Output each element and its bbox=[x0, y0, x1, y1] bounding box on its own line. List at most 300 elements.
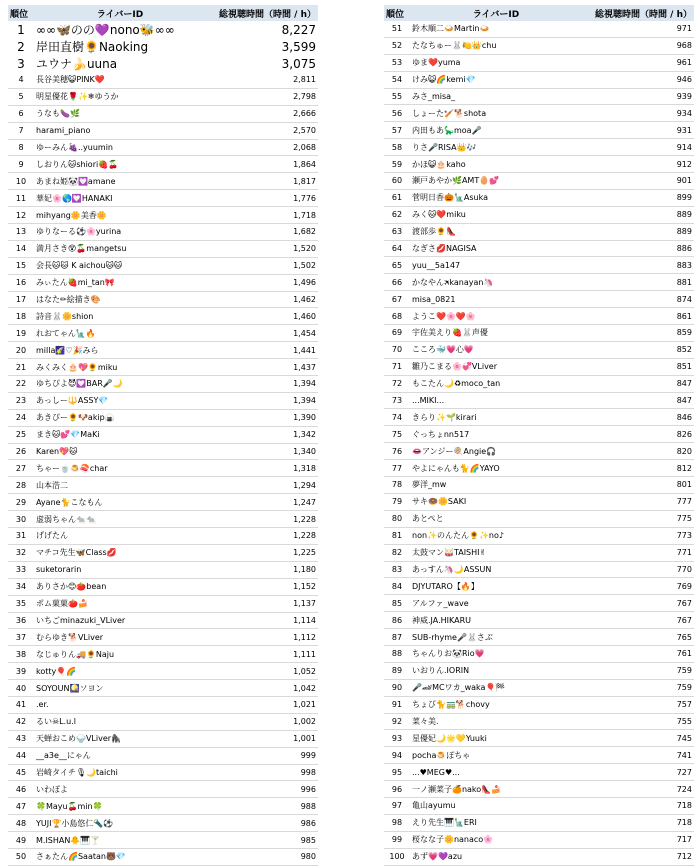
hours-cell: 820 bbox=[582, 443, 694, 460]
hours-cell: 986 bbox=[206, 815, 318, 832]
table-row bbox=[384, 848, 694, 865]
table-row bbox=[8, 848, 318, 865]
hours-cell: 980 bbox=[206, 848, 318, 865]
table-row bbox=[8, 190, 318, 207]
rank-cell: 48 bbox=[8, 815, 34, 832]
liver-id-cell: 山本浩二 bbox=[34, 477, 206, 494]
hours-cell: 3,599 bbox=[281, 39, 316, 54]
hours-cell: 759 bbox=[582, 679, 694, 696]
table-row bbox=[8, 832, 318, 849]
liver-id-cell: あとぺと bbox=[410, 510, 582, 527]
rank-cell: 19 bbox=[8, 325, 34, 342]
rank-cell: 83 bbox=[384, 561, 410, 578]
table-row bbox=[384, 730, 694, 747]
rank-cell: 52 bbox=[384, 37, 410, 54]
table-row bbox=[384, 713, 694, 730]
rank-cell: 12 bbox=[8, 207, 34, 224]
rank-cell: 80 bbox=[384, 510, 410, 527]
hours-cell: 861 bbox=[582, 308, 694, 325]
table-header-row bbox=[384, 5, 694, 21]
liver-id-cell: 🎤🏎MCワカ_waka🎈🏁 bbox=[410, 679, 582, 696]
liver-id-cell: 内田もあ🦕moa🎤 bbox=[410, 122, 582, 139]
hours-cell: 2,798 bbox=[206, 88, 318, 105]
table-row bbox=[384, 325, 694, 342]
rank-cell: 73 bbox=[384, 392, 410, 409]
table-row bbox=[8, 511, 318, 528]
liver-id-cell: まき🐱💕💎MaKi bbox=[34, 426, 206, 443]
rank-cell: 21 bbox=[8, 359, 34, 376]
rank-cell: 99 bbox=[384, 831, 410, 848]
rank-cell: 57 bbox=[384, 122, 410, 139]
table-row bbox=[384, 645, 694, 662]
table-row bbox=[8, 781, 318, 798]
liver-id-cell: マチコ先生🦋Class💋 bbox=[34, 544, 206, 561]
liver-id-cell: 桜なな子🌼nanaco🌸 bbox=[410, 831, 582, 848]
hours-cell: 1,817 bbox=[206, 173, 318, 190]
hours-cell: 1,520 bbox=[206, 240, 318, 257]
table-row bbox=[384, 291, 694, 308]
liver-id-cell: ゆちぴよ😈💟BAR🎤🌙 bbox=[34, 376, 206, 393]
hours-cell: 2,068 bbox=[206, 139, 318, 156]
hours-cell: 1,454 bbox=[206, 325, 318, 342]
rank-cell: 76 bbox=[384, 443, 410, 460]
rank-cell: 20 bbox=[8, 342, 34, 359]
rank-cell: 35 bbox=[8, 595, 34, 612]
hours-cell: 999 bbox=[206, 747, 318, 764]
table-row bbox=[8, 342, 318, 359]
rank-cell: 60 bbox=[384, 173, 410, 190]
liver-id-header: ライバーID bbox=[34, 5, 206, 21]
ranking-column-left bbox=[8, 5, 318, 866]
table-row bbox=[384, 747, 694, 764]
rank-cell: 97 bbox=[384, 797, 410, 814]
rank-cell: 42 bbox=[8, 713, 34, 730]
liver-id-cell: なじゅりん🚚🌻Naju bbox=[34, 646, 206, 663]
table-row bbox=[384, 341, 694, 358]
table-row bbox=[8, 747, 318, 764]
table-row bbox=[8, 359, 318, 376]
liver-id-cell: はなた✏絵描き🎨 bbox=[34, 291, 206, 308]
hours-cell: 1,441 bbox=[206, 342, 318, 359]
rank-cell: 89 bbox=[384, 662, 410, 679]
rank-cell: 53 bbox=[384, 54, 410, 71]
hours-cell: 1,112 bbox=[206, 629, 318, 646]
table-row bbox=[384, 814, 694, 831]
liver-id-cell: kotty🎈🌈 bbox=[34, 663, 206, 680]
liver-id-cell: M.ISHAN🐥🎹🍸 bbox=[34, 832, 206, 849]
table-row bbox=[8, 88, 318, 105]
rank-cell: 32 bbox=[8, 544, 34, 561]
table-row bbox=[8, 460, 318, 477]
rank-cell: 37 bbox=[8, 629, 34, 646]
liver-id-cell: いわぽよ bbox=[34, 781, 206, 798]
rank-cell: 1 bbox=[17, 22, 25, 37]
hours-cell: 727 bbox=[582, 764, 694, 781]
liver-id-cell: 渡部歩🌻👠 bbox=[410, 223, 582, 240]
liver-id-cell: mihyang🌼美香🌼 bbox=[34, 207, 206, 224]
liver-id-cell: harami_piano bbox=[34, 122, 206, 139]
hours-cell: 771 bbox=[582, 544, 694, 561]
table-row bbox=[384, 139, 694, 156]
hours-cell: 724 bbox=[582, 781, 694, 798]
liver-id-cell: ...MIKI... bbox=[410, 392, 582, 409]
rank-cell: 74 bbox=[384, 409, 410, 426]
hours-cell: 847 bbox=[582, 375, 694, 392]
hours-cell: 1,318 bbox=[206, 460, 318, 477]
rank-cell: 26 bbox=[8, 443, 34, 460]
table-row bbox=[384, 629, 694, 646]
table-row bbox=[8, 21, 318, 38]
table-row bbox=[8, 156, 318, 173]
hours-cell: 899 bbox=[582, 189, 694, 206]
table-row bbox=[384, 308, 694, 325]
table-row bbox=[8, 122, 318, 139]
liver-id-cell: 神威.JA.HIKARU bbox=[410, 612, 582, 629]
table-row bbox=[8, 663, 318, 680]
rank-cell: 31 bbox=[8, 528, 34, 545]
hours-cell: 717 bbox=[582, 831, 694, 848]
hours-cell: 859 bbox=[582, 325, 694, 342]
table-row bbox=[8, 494, 318, 511]
liver-id-cell: pocha🍮ぽちゃ bbox=[410, 747, 582, 764]
table-row bbox=[384, 477, 694, 494]
liver-id-cell: 明星優花🌹✨❄ゆうか bbox=[34, 88, 206, 105]
rank-cell: 90 bbox=[384, 679, 410, 696]
hours-cell: 1,228 bbox=[206, 511, 318, 528]
liver-id-cell: るい☠L.u.l bbox=[34, 713, 206, 730]
table-row bbox=[384, 409, 694, 426]
liver-id-cell: milla🌠♡🎉みら bbox=[34, 342, 206, 359]
rank-cell: 71 bbox=[384, 358, 410, 375]
hours-cell: 718 bbox=[582, 814, 694, 831]
liver-id-cell: いおりん.IORIN bbox=[410, 662, 582, 679]
liver-id-cell: suketorarin bbox=[34, 561, 206, 578]
table-row bbox=[8, 207, 318, 224]
hours-cell: 901 bbox=[582, 173, 694, 190]
liver-id-cell: 星優妃🌙🌟💛Yuuki bbox=[410, 730, 582, 747]
liver-id-cell: 👄アンジー🍭Angie🎧 bbox=[410, 443, 582, 460]
liver-id-cell: 瀬戸あやか🌿AMT🥚💕 bbox=[410, 173, 582, 190]
hours-cell: 765 bbox=[582, 629, 694, 646]
table-row bbox=[8, 730, 318, 747]
hours-cell: 883 bbox=[582, 257, 694, 274]
liver-id-cell: ∞∞🦋のの💜nono🐝∞∞ bbox=[36, 23, 175, 37]
liver-id-cell: みくみく🎂💖🌻miku bbox=[34, 359, 206, 376]
rank-cell: 14 bbox=[8, 240, 34, 257]
table-row bbox=[384, 88, 694, 105]
liver-id-cell: きらり✨🌱kirari bbox=[410, 409, 582, 426]
table-row bbox=[8, 696, 318, 713]
hours-cell: 1,042 bbox=[206, 680, 318, 697]
table-row bbox=[8, 291, 318, 308]
liver-id-cell: SOYOUN🎑ソヨン bbox=[34, 680, 206, 697]
table-row bbox=[384, 510, 694, 527]
liver-id-cell: 詩音🐰🌼shion bbox=[34, 308, 206, 325]
hours-cell: 1,682 bbox=[206, 224, 318, 241]
liver-id-cell: ポム菓菓🍅🍰 bbox=[34, 595, 206, 612]
hours-cell: 946 bbox=[582, 71, 694, 88]
liver-id-cell: やよにゃんも🐈🌈YAYO bbox=[410, 460, 582, 477]
table-row bbox=[8, 257, 318, 274]
table-row bbox=[384, 392, 694, 409]
rank-cell: 10 bbox=[8, 173, 34, 190]
rank-cell: 65 bbox=[384, 257, 410, 274]
table-header-row bbox=[8, 5, 318, 21]
liver-id-cell: ぐっちょnn517 bbox=[410, 426, 582, 443]
hours-cell: 988 bbox=[206, 798, 318, 815]
liver-id-cell: 虚弱ちゃん🐀🐀 bbox=[34, 511, 206, 528]
table-row bbox=[8, 224, 318, 241]
hours-cell: 8,227 bbox=[281, 22, 316, 37]
rank-cell: 61 bbox=[384, 189, 410, 206]
rank-cell: 44 bbox=[8, 747, 34, 764]
hours-cell: 1,460 bbox=[206, 308, 318, 325]
hours-header: 総視聴時間（時間 / h） bbox=[582, 5, 694, 21]
hours-cell: 1,394 bbox=[206, 392, 318, 409]
liver-id-cell: あまね姫🐼💟amane bbox=[34, 173, 206, 190]
table-row bbox=[384, 797, 694, 814]
rank-cell: 88 bbox=[384, 645, 410, 662]
rank-cell: 78 bbox=[384, 477, 410, 494]
hours-cell: 881 bbox=[582, 274, 694, 291]
hours-cell: 761 bbox=[582, 645, 694, 662]
rank-cell: 79 bbox=[384, 493, 410, 510]
table-row bbox=[8, 392, 318, 409]
liver-id-cell: YUJI🏆小島悠仁🔦⚽ bbox=[34, 815, 206, 832]
liver-id-cell: あっしー🔱ASSY💎 bbox=[34, 392, 206, 409]
liver-id-cell: れおてゃん🗽🔥 bbox=[34, 325, 206, 342]
table-row bbox=[8, 629, 318, 646]
liver-id-header: ライバーID bbox=[410, 5, 582, 21]
table-row bbox=[8, 646, 318, 663]
rank-cell: 69 bbox=[384, 325, 410, 342]
rank-cell: 39 bbox=[8, 663, 34, 680]
rank-cell: 56 bbox=[384, 105, 410, 122]
liver-id-cell: 鈴木順二🍛Martin🍛 bbox=[410, 21, 582, 37]
liver-id-cell: しょーた🏏🐕shota bbox=[410, 105, 582, 122]
table-row bbox=[384, 578, 694, 595]
table-row bbox=[384, 831, 694, 848]
table-row bbox=[8, 764, 318, 781]
liver-id-cell: 満月さき😵🍒mangetsu bbox=[34, 240, 206, 257]
hours-cell: 767 bbox=[582, 612, 694, 629]
liver-id-cell: 天蝉おこめ🍚VLiver🦍 bbox=[34, 730, 206, 747]
rank-cell: 95 bbox=[384, 764, 410, 781]
table-row bbox=[384, 21, 694, 37]
liver-id-cell: 夢洋_mw bbox=[410, 477, 582, 494]
table-row bbox=[8, 595, 318, 612]
rank-cell: 15 bbox=[8, 257, 34, 274]
table-row bbox=[8, 426, 318, 443]
table-row bbox=[8, 477, 318, 494]
liver-id-cell: ちょび🐈🚃🐕chovy bbox=[410, 696, 582, 713]
hours-cell: 1,718 bbox=[206, 207, 318, 224]
liver-id-cell: 🍀Mayu🍒min🍀 bbox=[34, 798, 206, 815]
liver-id-cell: 長谷美穂😺PINK❤️ bbox=[34, 72, 206, 88]
hours-cell: 1,496 bbox=[206, 274, 318, 291]
rank-cell: 58 bbox=[384, 139, 410, 156]
table-row bbox=[8, 443, 318, 460]
hours-cell: 2,811 bbox=[206, 72, 318, 88]
liver-id-cell: もこたん🌙♻moco_tan bbox=[410, 375, 582, 392]
table-row bbox=[384, 544, 694, 561]
table-row bbox=[384, 54, 694, 71]
table-row bbox=[384, 662, 694, 679]
table-row bbox=[384, 105, 694, 122]
rank-cell: 27 bbox=[8, 460, 34, 477]
hours-cell: 846 bbox=[582, 409, 694, 426]
rank-cell: 11 bbox=[8, 190, 34, 207]
table-row bbox=[384, 493, 694, 510]
table-row bbox=[384, 189, 694, 206]
table-row bbox=[384, 223, 694, 240]
liver-id-cell: あず💗💜azu bbox=[410, 848, 582, 865]
rank-cell: 68 bbox=[384, 308, 410, 325]
hours-cell: 968 bbox=[582, 37, 694, 54]
hours-cell: 1,437 bbox=[206, 359, 318, 376]
hours-cell: 1,502 bbox=[206, 257, 318, 274]
rank-cell: 24 bbox=[8, 409, 34, 426]
liver-id-cell: 雛乃こまる🌸💞VLiver bbox=[410, 358, 582, 375]
rank-cell: 72 bbox=[384, 375, 410, 392]
table-row bbox=[8, 578, 318, 595]
table-row bbox=[384, 240, 694, 257]
liver-id-cell: 一ノ瀬菜子🍊nako👠🍰 bbox=[410, 781, 582, 798]
hours-cell: 931 bbox=[582, 122, 694, 139]
rank-cell: 62 bbox=[384, 206, 410, 223]
rank-cell: 46 bbox=[8, 781, 34, 798]
hours-cell: 939 bbox=[582, 88, 694, 105]
rank-cell: 59 bbox=[384, 156, 410, 173]
rank-cell: 36 bbox=[8, 612, 34, 629]
hours-cell: 1,247 bbox=[206, 494, 318, 511]
rank-cell: 81 bbox=[384, 527, 410, 544]
ranking-table-left bbox=[8, 5, 318, 866]
hours-cell: 1,001 bbox=[206, 730, 318, 747]
hours-cell: 1,864 bbox=[206, 156, 318, 173]
hours-cell: 889 bbox=[582, 223, 694, 240]
hours-cell: 775 bbox=[582, 510, 694, 527]
hours-cell: 1,294 bbox=[206, 477, 318, 494]
rank-cell: 84 bbox=[384, 578, 410, 595]
table-row bbox=[384, 443, 694, 460]
liver-id-cell: うなも🍆🌿 bbox=[34, 105, 206, 122]
table-row bbox=[384, 426, 694, 443]
table-row bbox=[8, 240, 318, 257]
hours-cell: 1,340 bbox=[206, 443, 318, 460]
liver-id-cell: ようこ❤️🌸❤️🌸 bbox=[410, 308, 582, 325]
hours-cell: 914 bbox=[582, 139, 694, 156]
hours-cell: 2,666 bbox=[206, 105, 318, 122]
liver-id-cell: いちごminazuki_VLiver bbox=[34, 612, 206, 629]
liver-id-cell: ゆーみん🍇..yuumin bbox=[34, 139, 206, 156]
rank-cell: 33 bbox=[8, 561, 34, 578]
rank-cell: 3 bbox=[17, 56, 25, 71]
rank-cell: 30 bbox=[8, 511, 34, 528]
liver-id-cell: しおりん🐱shiori🍓🍒 bbox=[34, 156, 206, 173]
liver-id-cell: サキ🍩🌼SAKI bbox=[410, 493, 582, 510]
liver-id-cell: あきぴー🌻🐶akip🍙 bbox=[34, 409, 206, 426]
rank-cell: 67 bbox=[384, 291, 410, 308]
liver-id-cell: 華妃🌸🌎💟HANAKI bbox=[34, 190, 206, 207]
hours-cell: 712 bbox=[582, 848, 694, 865]
hours-cell: 971 bbox=[582, 21, 694, 37]
hours-cell: 1,052 bbox=[206, 663, 318, 680]
hours-cell: 1,180 bbox=[206, 561, 318, 578]
liver-id-cell: Karen💖🐱 bbox=[34, 443, 206, 460]
hours-cell: 718 bbox=[582, 797, 694, 814]
ranking-column-right bbox=[384, 5, 694, 866]
liver-id-cell: 太鼓マン🥁TAISHI✌ bbox=[410, 544, 582, 561]
table-row bbox=[384, 679, 694, 696]
liver-id-cell: ...♥MEG♥... bbox=[410, 764, 582, 781]
hours-cell: 812 bbox=[582, 460, 694, 477]
rank-cell: 54 bbox=[384, 71, 410, 88]
rank-cell: 49 bbox=[8, 832, 34, 849]
rank-cell: 29 bbox=[8, 494, 34, 511]
hours-cell: 1,228 bbox=[206, 528, 318, 545]
hours-cell: 874 bbox=[582, 291, 694, 308]
table-row bbox=[384, 257, 694, 274]
liver-id-cell: あっすん🦄🌙ASSUN bbox=[410, 561, 582, 578]
liver-id-cell: こころ🐳💗心💗 bbox=[410, 341, 582, 358]
table-row bbox=[8, 528, 318, 545]
rank-cell: 50 bbox=[8, 848, 34, 865]
hours-cell: 801 bbox=[582, 477, 694, 494]
table-row bbox=[8, 274, 318, 291]
liver-id-cell: ちゃー🍵🍮🍣char bbox=[34, 460, 206, 477]
rank-cell: 9 bbox=[8, 156, 34, 173]
hours-cell: 755 bbox=[582, 713, 694, 730]
liver-id-cell: 岩崎タイチ🎙🌙taichi bbox=[34, 764, 206, 781]
ranking-rows-left bbox=[8, 21, 318, 865]
hours-cell: 889 bbox=[582, 206, 694, 223]
table-row bbox=[384, 173, 694, 190]
rank-cell: 7 bbox=[8, 122, 34, 139]
table-row bbox=[384, 206, 694, 223]
table-row bbox=[8, 612, 318, 629]
hours-cell: 767 bbox=[582, 595, 694, 612]
liver-id-cell: なぎさ💋NAGISA bbox=[410, 240, 582, 257]
liver-id-cell: non✨のんたん🌻✨no♪ bbox=[410, 527, 582, 544]
hours-cell: 757 bbox=[582, 696, 694, 713]
hours-cell: 2,570 bbox=[206, 122, 318, 139]
table-row bbox=[384, 460, 694, 477]
hours-cell: 847 bbox=[582, 392, 694, 409]
hours-cell: 852 bbox=[582, 341, 694, 358]
liver-id-cell: misa_0821 bbox=[410, 291, 582, 308]
table-row bbox=[384, 612, 694, 629]
liver-id-cell: たなちゅー🐰🍋👑chu bbox=[410, 37, 582, 54]
hours-cell: 1,462 bbox=[206, 291, 318, 308]
hours-header: 総視聴時間（時間 / h） bbox=[206, 5, 318, 21]
liver-id-cell: りさ🎤RISA👑🎶 bbox=[410, 139, 582, 156]
table-row bbox=[8, 713, 318, 730]
rank-cell: 85 bbox=[384, 595, 410, 612]
hours-cell: 1,111 bbox=[206, 646, 318, 663]
table-row bbox=[384, 122, 694, 139]
liver-id-cell: SUB-rhyme🎤🐰さぶ bbox=[410, 629, 582, 646]
rank-cell: 28 bbox=[8, 477, 34, 494]
hours-cell: 1,390 bbox=[206, 409, 318, 426]
liver-id-cell: .er. bbox=[34, 696, 206, 713]
table-row bbox=[8, 325, 318, 342]
liver-id-cell: アルファ_wave bbox=[410, 595, 582, 612]
table-row bbox=[8, 55, 318, 72]
table-row bbox=[8, 409, 318, 426]
rank-cell: 92 bbox=[384, 713, 410, 730]
rank-cell: 41 bbox=[8, 696, 34, 713]
